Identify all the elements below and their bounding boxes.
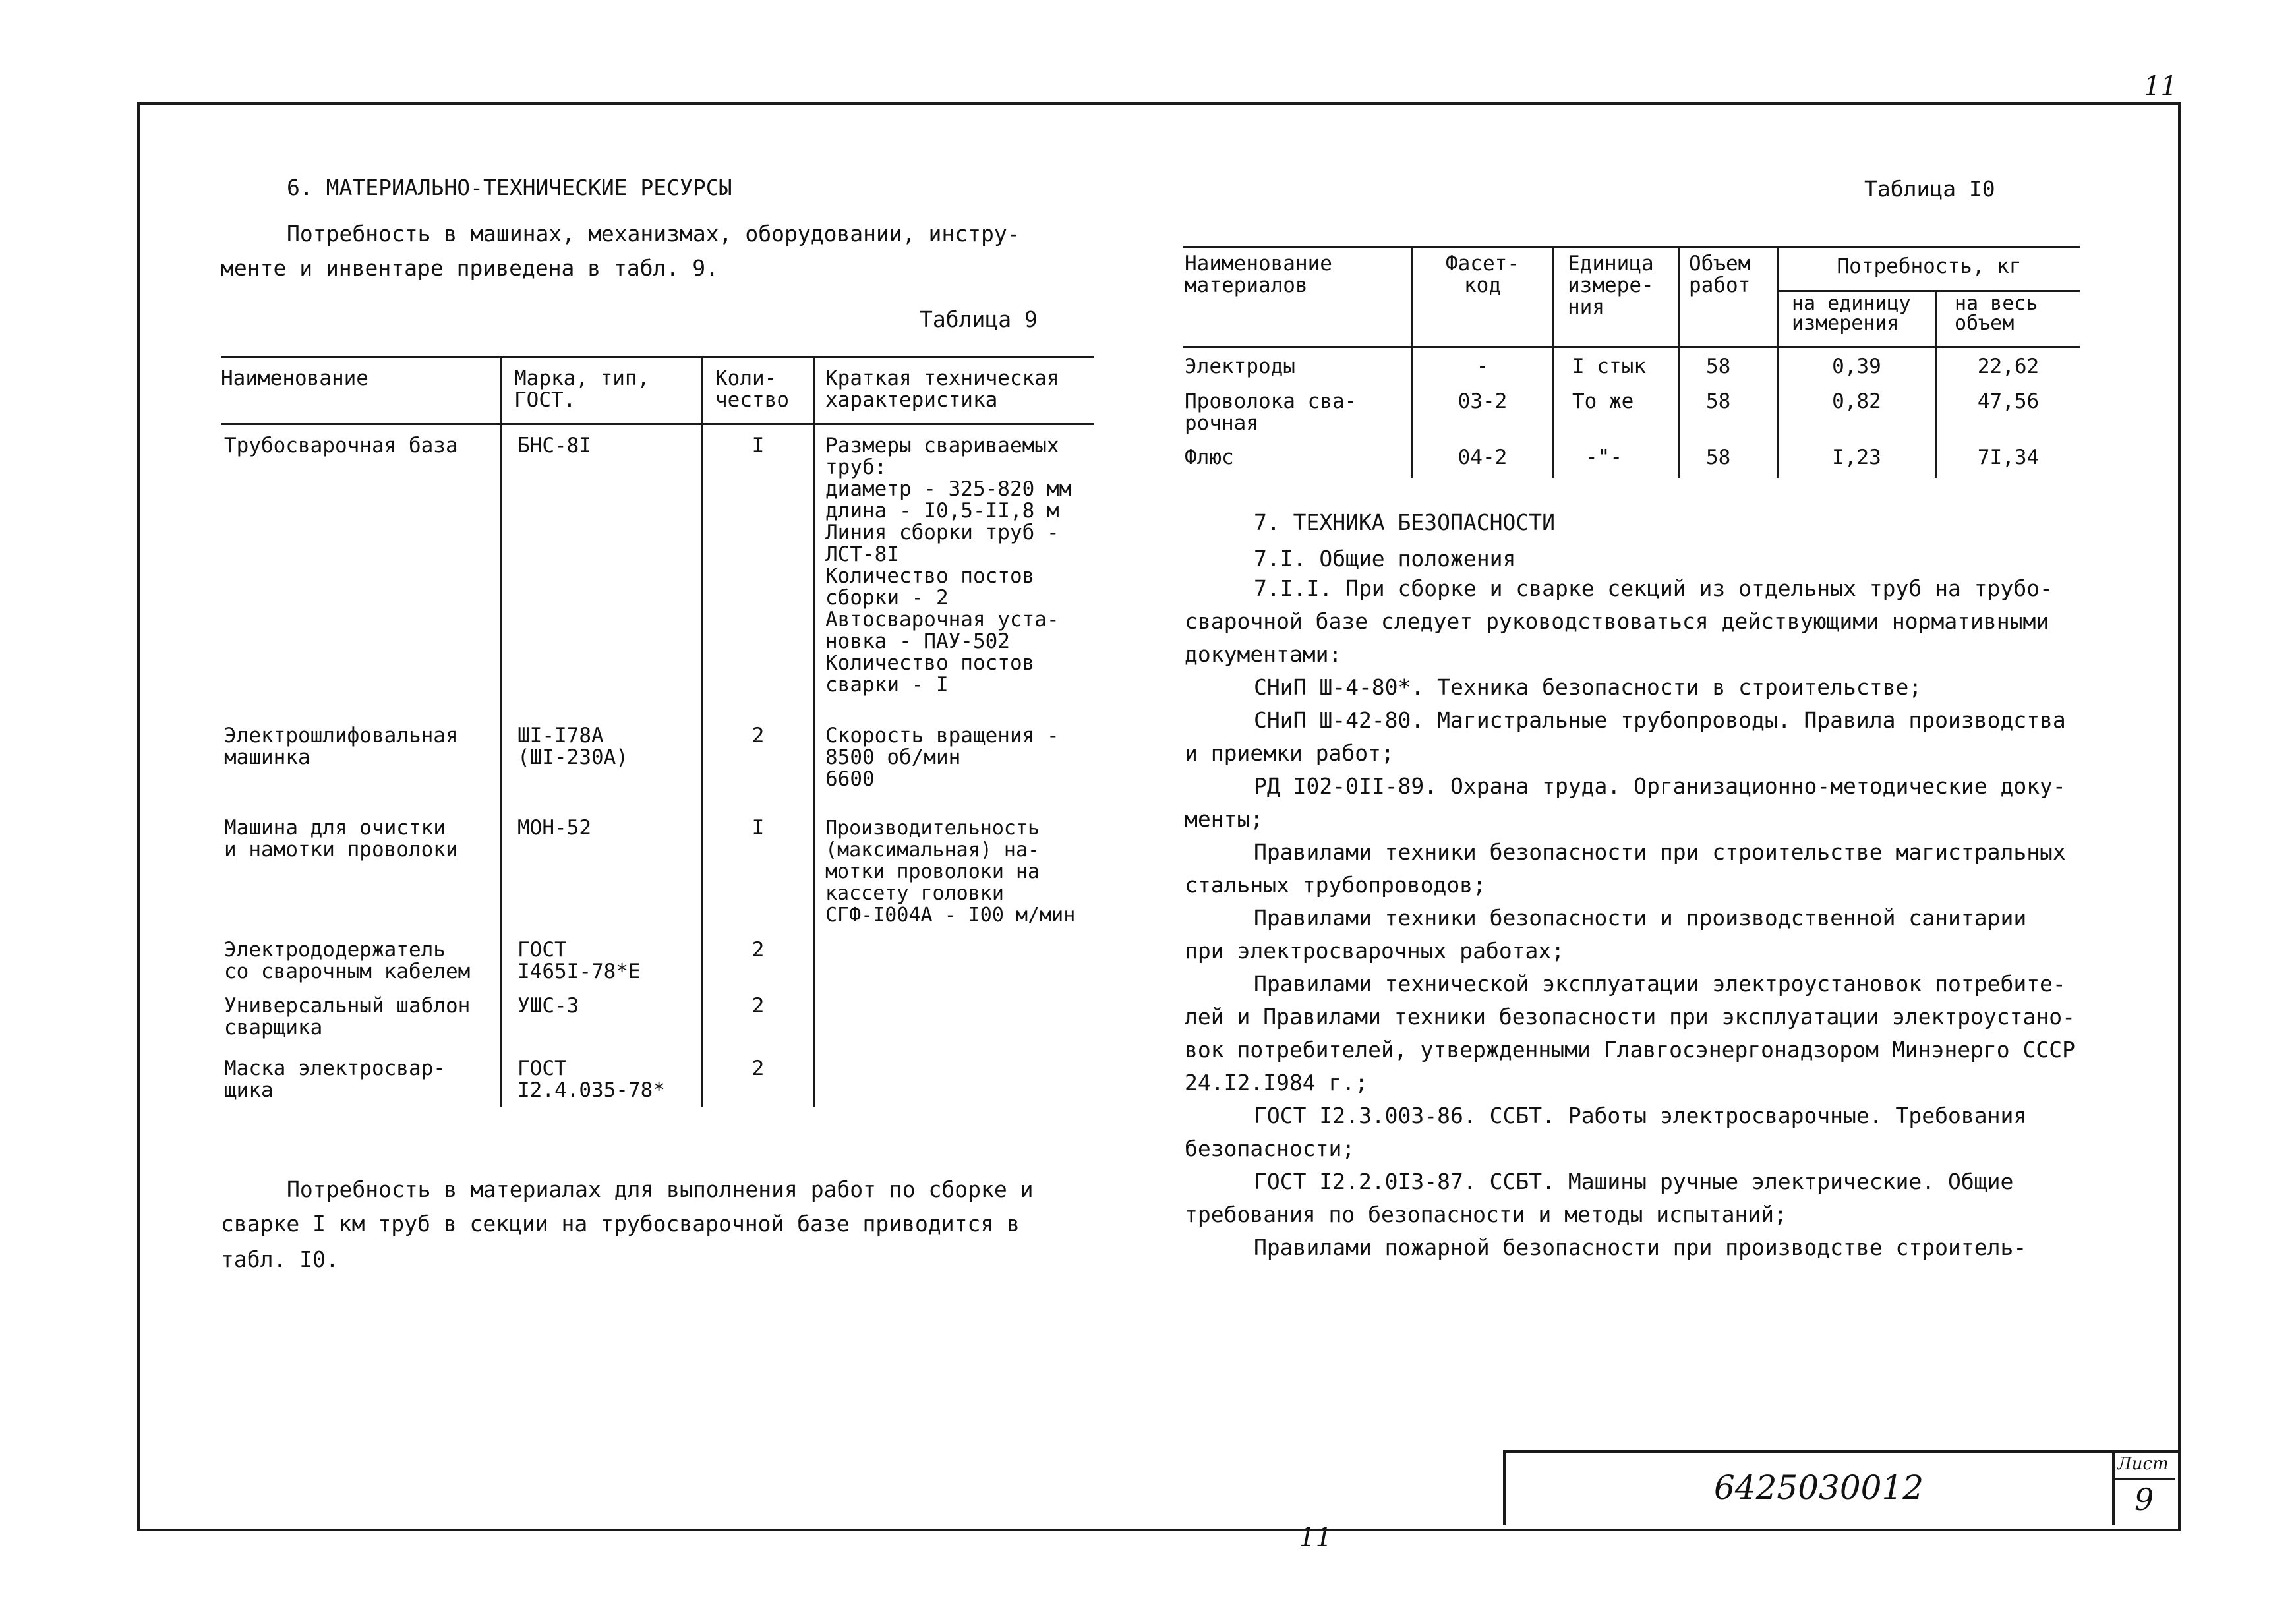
- section7-line: сварочной базе следует руководствоваться действующими нормативными: [1185, 608, 2049, 634]
- table9-row5-qty: 2: [751, 994, 765, 1018]
- table10-header-name: Наименование материалов: [1185, 252, 1332, 297]
- section7-line: СНиП Ш-4-80*. Техника безопасности в строительстве;: [1254, 674, 1922, 700]
- section7-line: безопасности;: [1185, 1136, 1355, 1161]
- section6-intro-line2: менте и инвентаре приведена в табл. 9.: [221, 255, 719, 281]
- table10-header-volume: Объем работ: [1689, 252, 1751, 297]
- section6-outro-line1: Потребность в материалах для выполнения работ по сборке и: [287, 1177, 1034, 1202]
- section7-line: менты;: [1185, 806, 1264, 832]
- table9-row6-name: Маска электросвар- щика: [224, 1057, 446, 1102]
- table10-row3-need-total: 7I,34: [1977, 446, 2040, 469]
- table10-top-rule: [1183, 246, 2080, 248]
- table9-row1-spec: Размеры свариваемых труб: диаметр - 325-820 мм длина - I0,5-II,8 м Линия сборки труб - ЛСТ-8I Количество постов сборки - 2 Автосварочная уста- новка - ПАУ-502 Количество постов сварки - I: [825, 434, 1072, 697]
- table9-header-spec: Краткая техническая характеристика: [825, 366, 1059, 412]
- table9-top-rule: [221, 356, 1094, 358]
- table9-row3-name: Машина для очистки и намотки проволоки: [224, 816, 458, 861]
- table10-row2-code: 03-2: [1457, 390, 1508, 413]
- section7-line: требования по безопасности и методы испытаний;: [1185, 1202, 1787, 1227]
- table10-row1-need-total: 22,62: [1977, 355, 2040, 378]
- section7-line: стальных трубопроводов;: [1185, 872, 1486, 898]
- table9-row1-qty: I: [751, 434, 765, 457]
- table10-header-need: Потребность, кг: [1837, 254, 2022, 278]
- section6-outro-line2: сварке I км труб в секции на трубосварочной базе приводится в: [221, 1211, 1020, 1237]
- table9-row3-mark: МОН-52: [517, 816, 591, 840]
- table9-row5-name: Универсальный шаблон сварщика: [224, 994, 471, 1039]
- table10-row1-volume: 58: [1706, 355, 1731, 378]
- corner-page-number: 11: [2144, 71, 2177, 102]
- section7-line: вок потребителей, утвержденными Главгосэнергонадзором Минэнерго СССР: [1185, 1037, 2076, 1063]
- table9-row1-name: Трубосварочная база: [224, 434, 458, 457]
- table9-header-qty: Коли- чество: [715, 366, 789, 412]
- table10-row3-name: Флюс: [1185, 446, 1234, 469]
- table10-header-need-total: на весь объем: [1955, 292, 2038, 335]
- section7-line: Правилами пожарной безопасности при производстве строитель-: [1254, 1235, 2027, 1260]
- table10-header-code: Фасет- код: [1446, 252, 1519, 297]
- section7-line: РД I02-0II-89. Охрана труда. Организационно-методические доку-: [1254, 773, 2066, 799]
- table10-row3-code: 04-2: [1457, 446, 1508, 469]
- bottom-page-number: 11: [1299, 1523, 1332, 1553]
- section7-line: ГОСТ I2.2.0I3-87. ССБТ. Машины ручные электрические. Общие: [1254, 1169, 2014, 1194]
- sheet-divider: [2112, 1478, 2175, 1480]
- sheet-number: 9: [2134, 1482, 2154, 1517]
- table9-row3-spec: Производительность (максимальная) на- мотки проволоки на кассету головки СГФ-I004А - I00 м/мин: [825, 817, 1076, 927]
- table9-row2-mark: ШI-I78А (ШI-230А): [517, 724, 628, 769]
- section7-line: СНиП Ш-42-80. Магистральные трубопроводы. Правила производства: [1254, 707, 2066, 733]
- table10-row3-need-unit: I,23: [1832, 446, 1881, 469]
- table9-header-rule: [221, 423, 1094, 425]
- section7-line: Правилами техники безопасности при строительстве магистральных: [1254, 839, 2066, 865]
- table9-row4-qty: 2: [751, 938, 765, 962]
- table10-row2-need-unit: 0,82: [1832, 390, 1881, 413]
- section7-subheading: 7.I. Общие положения: [1254, 546, 1516, 571]
- table9-row6-qty: 2: [751, 1057, 765, 1080]
- table10-row1-name: Электроды: [1185, 355, 1295, 378]
- section6-heading: 6. МАТЕРИАЛЬНО-ТЕХНИЧЕСКИЕ РЕСУРСЫ: [287, 175, 732, 200]
- table9-row3-qty: I: [751, 816, 765, 840]
- section7-line: при электросварочных работах;: [1185, 938, 1565, 964]
- table9-row4-mark: ГОСТ I465I-78*Е: [517, 938, 641, 983]
- table10-row2-unit: То же: [1572, 390, 1634, 413]
- section7-line: 7.I.I. При сборке и сварке секций из отдельных труб на трубо-: [1254, 575, 2053, 601]
- doc-code: 6425030012: [1714, 1469, 1924, 1507]
- section7-line: Правилами технической эксплуатации электроустановок потребите-: [1254, 971, 2066, 997]
- section7-line: 24.I2.I984 г.;: [1185, 1070, 1369, 1095]
- table9-row2-qty: 2: [751, 724, 765, 747]
- section7-line: ГОСТ I2.3.003-86. ССБТ. Работы электросварочные. Требования: [1254, 1103, 2027, 1128]
- section7-line: Правилами техники безопасности и производственной санитарии: [1254, 905, 2027, 931]
- table10-row2-name: Проволока сва- рочная: [1185, 390, 1357, 435]
- table10-row1-need-unit: 0,39: [1832, 355, 1881, 378]
- table10-row3-volume: 58: [1706, 446, 1731, 469]
- section6-outro-line3: табл. I0.: [221, 1246, 339, 1272]
- table10-col-divider: [1552, 246, 1554, 478]
- table10-header-need-unit: на единицу измерения: [1792, 292, 1911, 335]
- table9-row2-spec: Скорость вращения - 8500 об/мин 6600: [825, 724, 1059, 791]
- section7-line: лей и Правилами техники безопасности при эксплуатации электроустано-: [1185, 1004, 2076, 1030]
- section7-line: документами:: [1185, 641, 1342, 667]
- table10-header-unit: Единица измере- ния: [1568, 252, 1654, 319]
- table10-row3-unit: -"-: [1585, 446, 1622, 469]
- table10-caption: Таблица I0: [1864, 176, 1995, 202]
- table9-header-mark: Марка, тип, ГОСТ.: [514, 366, 650, 412]
- table9-col-divider: [500, 356, 502, 1107]
- table10-row1-unit: I стык: [1572, 355, 1646, 378]
- table10-row2-need-total: 47,56: [1977, 390, 2040, 413]
- table9-row5-mark: УШС-3: [517, 994, 579, 1018]
- section7-heading: 7. ТЕХНИКА БЕЗОПАСНОСТИ: [1254, 510, 1555, 535]
- table10-header-rule: [1183, 346, 2080, 348]
- table9-header-name: Наименование: [221, 366, 368, 390]
- table10-row1-code: -: [1476, 355, 1489, 378]
- table9-row2-name: Электрошлифовальная машинка: [224, 724, 458, 769]
- table9-row6-mark: ГОСТ I2.4.035-78*: [517, 1057, 665, 1102]
- table9-row1-mark: БНС-8I: [517, 434, 591, 457]
- section6-intro-line1: Потребность в машинах, механизмах, оборудовании, инстру-: [287, 221, 1020, 247]
- table10-row2-volume: 58: [1706, 390, 1731, 413]
- table9-caption: Таблица 9: [920, 306, 1038, 332]
- section7-line: и приемки работ;: [1185, 740, 1394, 766]
- sheet-label: Лист: [2117, 1454, 2169, 1474]
- table9-col-divider: [813, 356, 815, 1107]
- table9-row4-name: Электрододержатель со сварочным кабелем: [224, 938, 471, 983]
